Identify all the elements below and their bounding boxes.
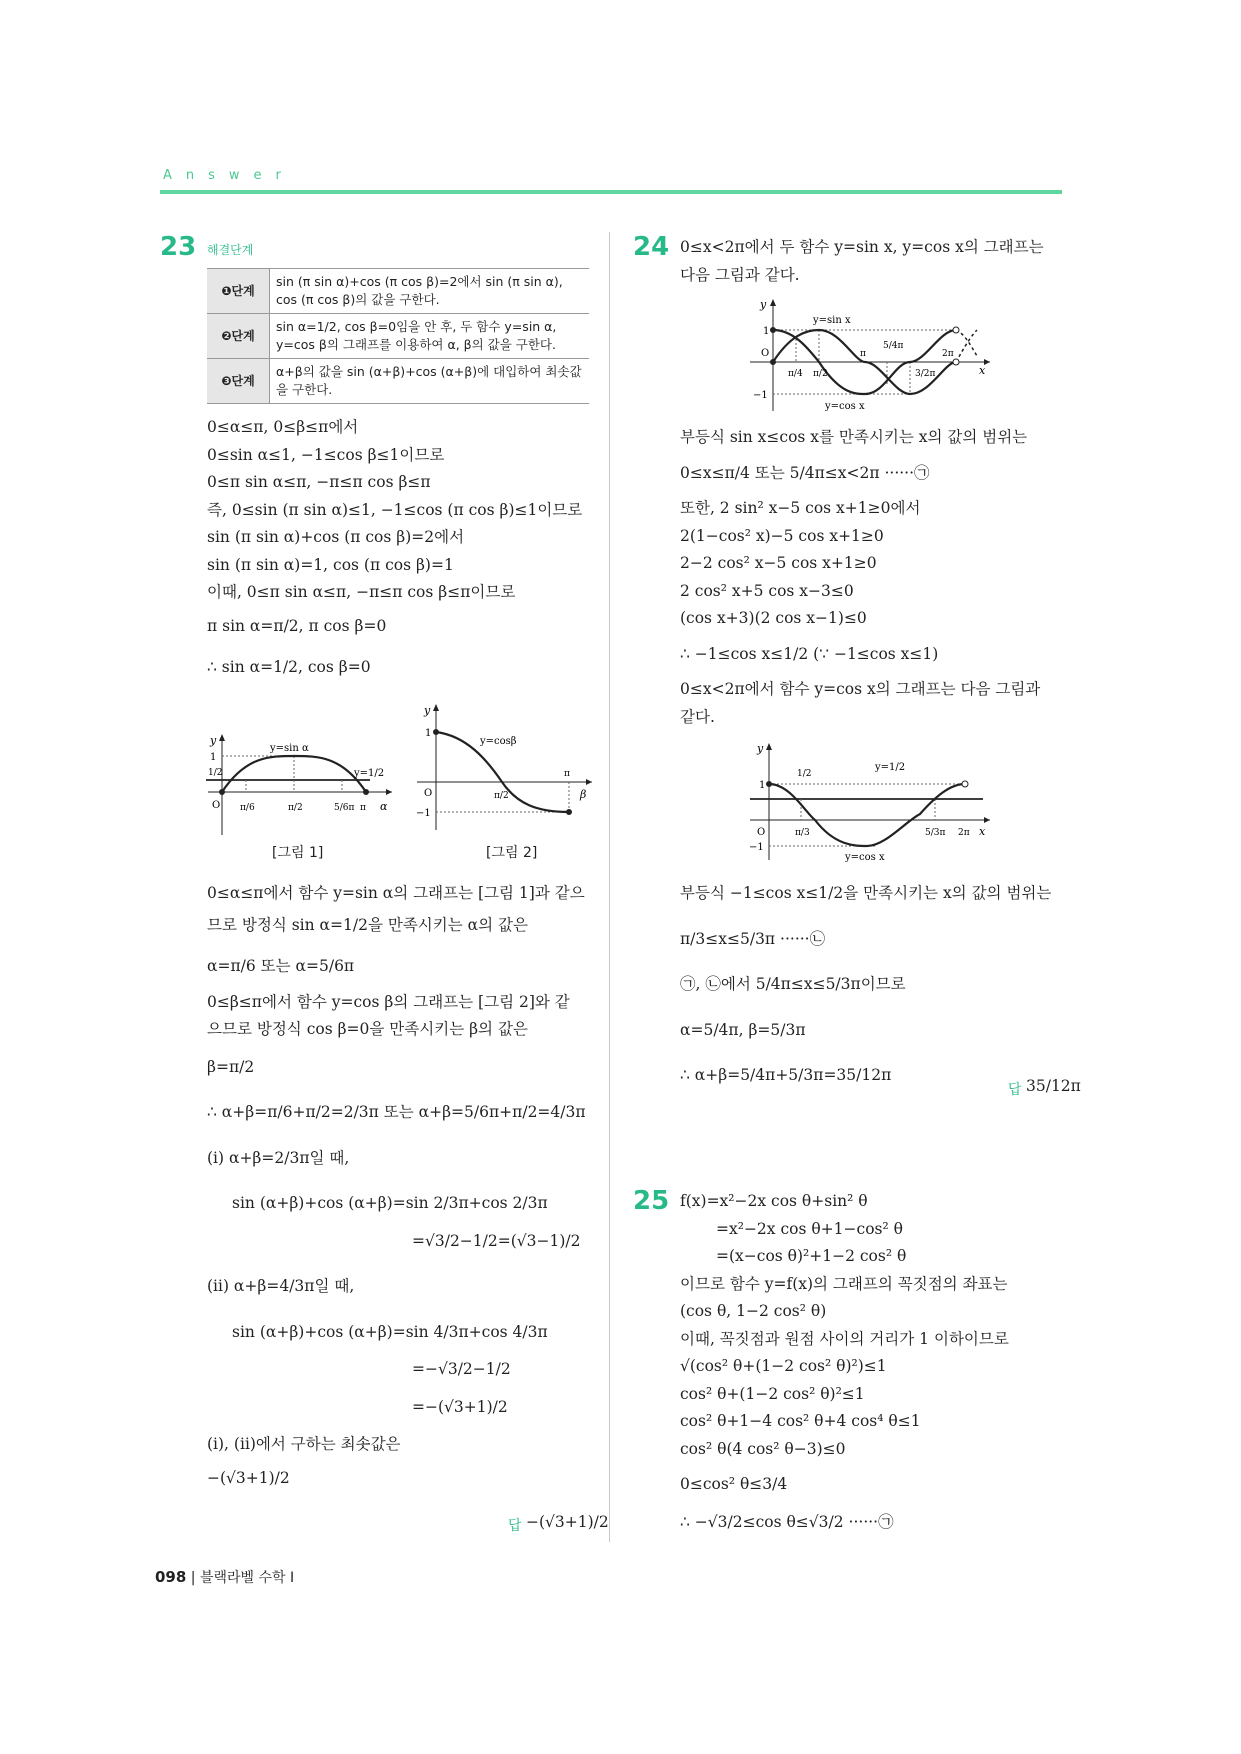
solution-line: 0≤β≤π에서 함수 y=cos β의 그래프는 [그림 2]와 같	[207, 992, 570, 1011]
curve-label: y=sin x	[813, 315, 851, 326]
solution-line: 0≤sin α≤1, −1≤cos β≤1이므로	[207, 445, 445, 464]
p24-derivation-a	[680, 424, 1065, 731]
solution-line: =√3/2−1/2=(√3−1)/2	[412, 1231, 581, 1250]
footer-separator: |	[190, 1570, 200, 1586]
solution-steps-tag: 해결단계	[207, 243, 254, 257]
solution-line: β=π/2	[207, 1057, 255, 1076]
tick-label: 1	[425, 728, 432, 739]
tick-label: π	[360, 803, 366, 813]
solution-line: 같다.	[680, 707, 715, 726]
tick-label: 5/4π	[883, 341, 904, 351]
solution-line: 0≤x<2π에서 두 함수 y=sin x, y=cos x의 그래프는	[680, 238, 1044, 256]
axis-label: α	[380, 800, 388, 813]
solution-line: 이때, 꼭짓점과 원점 사이의 거리가 1 이하이므로	[680, 1329, 1009, 1348]
solution-line: (ⅱ) α+β=4/3π일 때,	[207, 1277, 355, 1295]
curve-label: y=cosβ	[480, 736, 517, 747]
tick-label: π/3	[795, 828, 810, 838]
solution-line: 부등식 −1≤cos x≤1/2을 만족시키는 x의 값의 범위는	[680, 884, 1052, 902]
tick-label: π	[860, 349, 866, 359]
step-text: α+β의 값을 sin (α+β)+cos (α+β)에 대입하여 최솟값을 구한다.	[270, 359, 590, 404]
solution-line: ∴ sin α=1/2, cos β=0	[207, 658, 371, 676]
curve-label: y=cos x	[825, 401, 865, 412]
answer-value-23: −(√3+1)/2	[526, 1513, 609, 1531]
solution-line: 므로 방정식 sin α=1/2을 만족시키는 α의 값은	[207, 915, 528, 934]
solution-line: 으므로 방정식 cos β=0을 만족시키는 β의 값은	[207, 1020, 528, 1038]
origin-label: O	[757, 827, 766, 838]
tick-label: 1	[763, 326, 770, 337]
tick-label: 1	[759, 780, 766, 791]
solution-line: ∴ α+β=5/4π+5/3π=35/12π	[680, 1066, 892, 1084]
solution-line: ∴ α+β=π/6+π/2=2/3π 또는 α+β=5/6π+π/2=4/3π	[207, 1103, 586, 1121]
solution-line: 0≤x<2π에서 함수 y=cos x의 그래프는 다음 그림과	[680, 680, 1041, 698]
step-row	[207, 269, 589, 314]
tick-label: π/2	[813, 369, 828, 379]
book-title: 블랙라벨 수학 Ⅰ	[199, 1570, 295, 1586]
solution-line: −(√3+1)/2	[207, 1468, 290, 1487]
curve-label: y=cos x	[845, 852, 885, 862]
page-footer	[155, 1567, 294, 1587]
tick-label: 3/2π	[915, 369, 936, 379]
graph-sin-cos	[745, 296, 995, 414]
axis-label: y	[424, 704, 431, 717]
solution-line: cos² θ+1−4 cos² θ+4 cos⁴ θ≤1	[680, 1412, 921, 1430]
solution-line: =−(√3+1)/2	[412, 1397, 508, 1416]
step-row	[207, 314, 589, 359]
axis-label: y	[760, 298, 767, 311]
solution-line: f(x)=x²−2x cos θ+sin² θ	[680, 1192, 868, 1210]
solution-line: 부등식 sin x≤cos x를 만족시키는 x의 값의 범위는	[680, 428, 1028, 446]
tick-label: 1/2	[797, 769, 812, 779]
solution-line: α=5/4π, β=5/3π	[680, 1020, 806, 1039]
tick-label: −1	[416, 808, 431, 819]
solution-line: (cos θ, 1−2 cos² θ)	[680, 1302, 827, 1320]
step-label: ❸단계	[207, 359, 270, 404]
column-divider	[609, 232, 610, 1542]
axis-label: y	[757, 742, 764, 755]
solution-line: sin (α+β)+cos (α+β)=sin 2/3π+cos 2/3π	[232, 1194, 548, 1212]
tick-label: −1	[753, 390, 768, 401]
origin-label: O	[212, 800, 221, 811]
solution-line: π/3≤x≤5/3π ······㉡	[680, 929, 826, 948]
solution-line: 다음 그림과 같다.	[680, 265, 800, 284]
solution-line: 이때, 0≤π sin α≤π, −π≤π cos β≤π이므로	[207, 583, 516, 601]
figure-caption-1: [그림 1]	[272, 845, 324, 861]
solution-line: sin (α+β)+cos (α+β)=sin 4/3π+cos 4/3π	[232, 1322, 548, 1341]
problem-number-23: 23	[160, 232, 197, 262]
p25-derivation	[680, 1188, 1065, 1536]
solution-line: (cos x+3)(2 cos x−1)≤0	[680, 609, 867, 627]
solution-line: 0≤cos² θ≤3/4	[680, 1475, 788, 1493]
graph-cos-beta	[412, 700, 597, 840]
solution-line: (ⅰ) α+β=2/3π일 때,	[207, 1148, 350, 1167]
solution-line: ∴ −1≤cos x≤1/2 (∵ −1≤cos x≤1)	[680, 644, 939, 663]
solution-line: 2 cos² x+5 cos x−3≤0	[680, 581, 854, 600]
tick-label: π/6	[240, 803, 255, 813]
step-text: sin α=1/2, cos β=0임을 안 후, 두 함수 y=sin α, y=cos β의 그래프를 이용하여 α, β의 값을 구한다.	[270, 314, 590, 359]
step-text: sin (π sin α)+cos (π cos β)=2에서 sin (π sin α), cos (π cos β)의 값을 구한다.	[270, 269, 590, 314]
solution-line: ∴ −√3/2≤cos θ≤√3/2 ······㉠	[680, 1512, 894, 1531]
origin-label: O	[424, 788, 433, 799]
p24-intro	[680, 234, 1065, 289]
solution-line: 2(1−cos² x)−5 cos x+1≥0	[680, 526, 884, 545]
header-rule	[160, 190, 1062, 194]
curve-label: y=sin α	[270, 743, 309, 754]
tick-label: −1	[749, 842, 764, 853]
solution-steps-table	[207, 268, 589, 404]
solution-line: cos² θ+(1−2 cos² θ)²≤1	[680, 1384, 865, 1403]
line-label: y=1/2	[875, 762, 906, 773]
solution-line: =−√3/2−1/2	[412, 1360, 511, 1378]
axis-label: x	[979, 364, 986, 377]
tick-label: 1	[210, 752, 217, 763]
solution-line: sin (π sin α)+cos (π cos β)=2에서	[207, 528, 465, 546]
solution-line: 또한, 2 sin² x−5 cos x+1≥0에서	[680, 499, 921, 517]
solution-line: 2−2 cos² x−5 cos x+1≥0	[680, 554, 877, 572]
tick-label: 5/6π	[334, 803, 355, 813]
problem-number-25: 25	[633, 1186, 670, 1216]
axis-label: β	[580, 788, 587, 801]
tick-label: π/2	[288, 803, 303, 813]
solution-line: (ⅰ), (ⅱ)에서 구하는 최솟값은	[207, 1435, 401, 1453]
graph-sin-alpha	[200, 730, 400, 840]
solution-line: ㉠, ㉡에서 5/4π≤x≤5/3π이므로	[680, 975, 906, 993]
line-label: y=1/2	[354, 768, 385, 779]
p23-derivation-b	[207, 880, 592, 1492]
step-label: ❷단계	[207, 314, 270, 359]
tick-label: π/2	[494, 791, 509, 801]
p24-derivation-b	[680, 880, 1065, 1090]
tick-label: 1/2	[208, 768, 223, 778]
figure-caption-2: [그림 2]	[486, 845, 538, 861]
answer-value-24: 35/12π	[1026, 1077, 1081, 1095]
step-label: ❶단계	[207, 269, 270, 314]
solution-line: √(cos² θ+(1−2 cos² θ)²)≤1	[680, 1357, 887, 1375]
solution-line: π sin α=π/2, π cos β=0	[207, 616, 387, 635]
solution-line: 0≤π sin α≤π, −π≤π cos β≤π	[207, 473, 431, 491]
tick-label: 2π	[942, 349, 954, 359]
solution-line: 이므로 함수 y=f(x)의 그래프의 꼭짓점의 좌표는	[680, 1274, 1008, 1293]
solution-line: α=π/6 또는 α=5/6π	[207, 957, 355, 975]
axis-label: y	[210, 734, 217, 747]
solution-line: 0≤x≤π/4 또는 5/4π≤x<2π ······㉠	[680, 463, 930, 482]
answer-label-23: 답	[508, 1518, 522, 1534]
solution-line: 즉, 0≤sin (π sin α)≤1, −1≤cos (π cos β)≤1이므로	[207, 500, 583, 519]
page-number: 098	[155, 1568, 187, 1586]
solution-line: =(x−cos θ)²+1−2 cos² θ	[716, 1247, 907, 1265]
answer-header: Answer	[163, 168, 295, 183]
step-row	[207, 359, 589, 404]
tick-label: π/4	[788, 369, 803, 379]
tick-label: 2π	[958, 828, 970, 838]
solution-line: 0≤α≤π에서 함수 y=sin α의 그래프는 [그림 1]과 같으	[207, 884, 585, 902]
solution-line: cos² θ(4 cos² θ−3)≤0	[680, 1439, 846, 1458]
solution-line: 0≤α≤π, 0≤β≤π에서	[207, 418, 359, 436]
solution-line: =x²−2x cos θ+1−cos² θ	[716, 1219, 903, 1238]
tick-label: 5/3π	[925, 828, 946, 838]
problem-number-24: 24	[633, 232, 670, 262]
p23-derivation-a	[207, 414, 592, 682]
solution-line: sin (π sin α)=1, cos (π cos β)=1	[207, 555, 454, 574]
origin-label: O	[761, 348, 770, 359]
graph-cos-half	[745, 742, 995, 862]
axis-label: x	[979, 825, 986, 838]
tick-label: π	[564, 769, 570, 779]
answer-label-24: 답	[1008, 1082, 1022, 1098]
